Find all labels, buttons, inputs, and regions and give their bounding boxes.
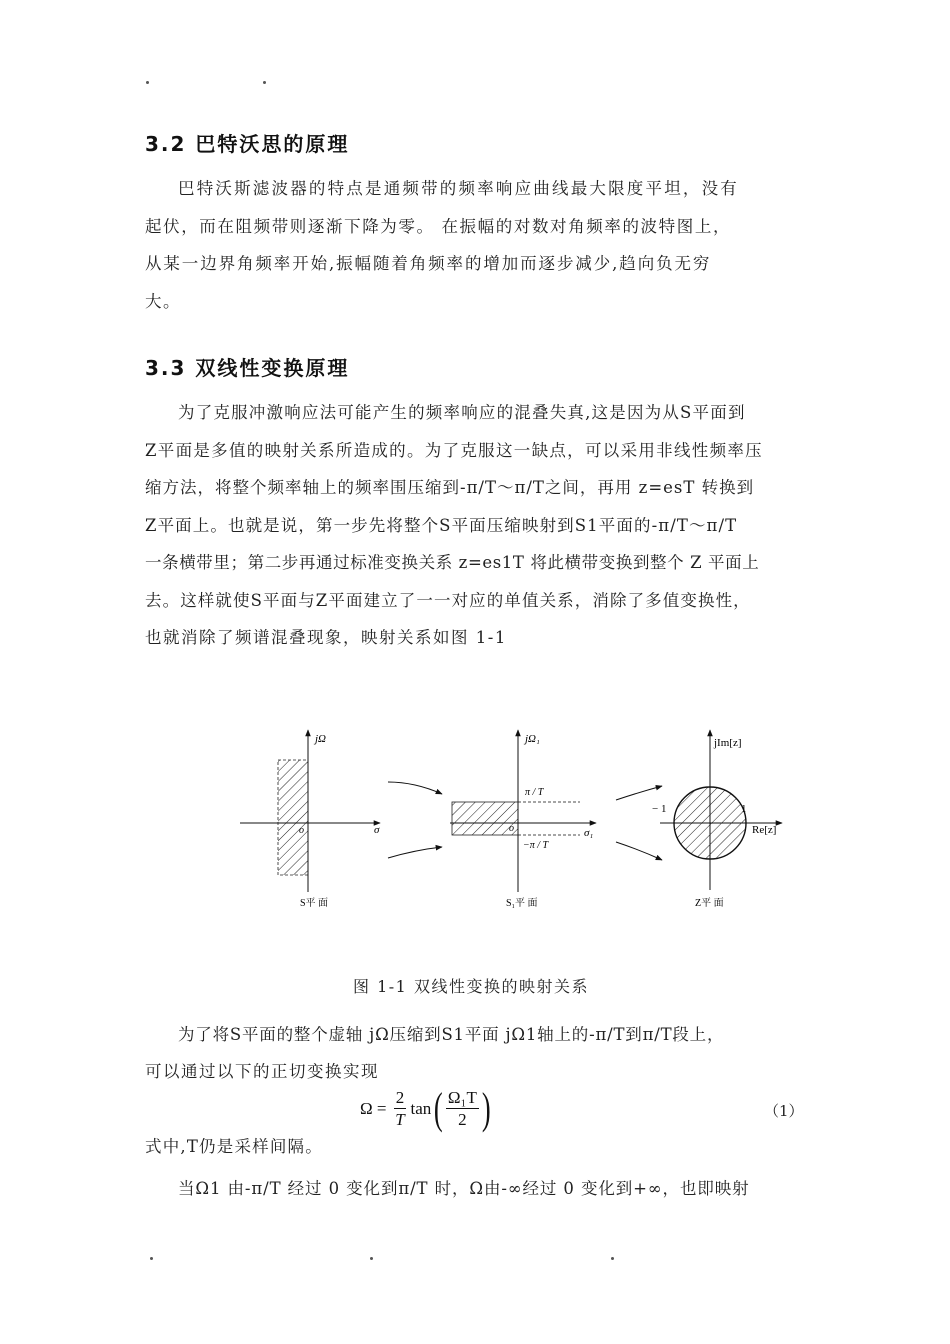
s1-plane-diagram	[450, 730, 596, 909]
text-line: 一条横带里；第二步再通过标准变换关系 z=es1T 将此横带变换到整个 Z 平面上	[145, 553, 760, 572]
header-dot-left	[146, 81, 149, 84]
arrow-s1-to-z-lower	[616, 842, 662, 860]
section-3-3-body	[145, 394, 810, 657]
text-line: 去。这样就使S平面与Z平面建立了一一对应的单值关系，消除了多值变换性，	[145, 590, 751, 610]
figure-caption: 图 1-1 双线性变换的映射关系	[353, 977, 589, 996]
s1-plane-name: S₁平 面	[506, 898, 538, 909]
s-plane-name: S平 面	[300, 898, 329, 909]
footer-dot-left	[150, 1257, 153, 1260]
equation-number: （1）	[764, 1102, 804, 1120]
section-3-2-body	[145, 170, 810, 320]
footer-dot-middle	[370, 1257, 373, 1260]
s1-plane-origin: o	[509, 823, 514, 834]
arrow-s-to-s1-upper	[388, 782, 442, 794]
text-line: 起伏，而在阻频带则逐渐下降为零。 在振幅的对数对角频率的波特图上，	[145, 216, 732, 236]
equation-lhs: Ω =	[360, 1099, 387, 1118]
text-line: 可以通过以下的正切变换实现	[145, 1062, 379, 1081]
section-heading-3-2: 3.2 巴特沃思的原理	[145, 132, 350, 156]
arrow-s-to-s1-lower	[388, 847, 442, 858]
equation-fraction-numerator: 2	[395, 1087, 405, 1107]
arrow-s1-to-z-upper	[616, 786, 662, 800]
footer-dot-right	[611, 1257, 614, 1260]
text-line: 也就消除了频谱混叠现象，映射关系如图 1-1	[145, 628, 507, 647]
equation-argument-denominator: 2	[458, 1109, 467, 1129]
text-line: 巴特沃斯滤波器的特点是通频带的频率响应曲线最大限度平坦，没有	[178, 179, 739, 198]
text-line: Z平面是多值的映射关系所造成的。为了克服这一缺点，可以采用非线性频率压	[145, 440, 763, 460]
equation-1	[360, 1084, 494, 1137]
s-plane-hatched-left-half	[278, 760, 308, 875]
s1-plane-bottom-label: −π / T	[523, 840, 549, 851]
z-plane-diagram	[652, 730, 782, 909]
equation-left-paren: (	[434, 1084, 443, 1133]
s1-plane-top-label: π / T	[525, 787, 544, 798]
equation-argument-numerator: Ω₁T	[447, 1087, 477, 1107]
equation-argument-fraction	[446, 1088, 479, 1131]
s-plane-y-label: jΩ	[315, 733, 327, 745]
z-plane-left-label: − 1	[652, 803, 667, 815]
z-plane-y-label: jIm[z]	[714, 737, 742, 749]
text-line: 从某一边界角频率开始,振幅随着角频率的增加而逐步减少,趋向负无穷	[145, 254, 712, 273]
z-plane-x-label: Re[z]	[752, 824, 777, 836]
text-line: 为了将S平面的整个虚轴 jΩ压缩到S1平面 jΩ1轴上的-π/T到π/T段上，	[178, 1025, 725, 1044]
s1-plane-x-label: σ₁	[584, 827, 594, 839]
equation-right-paren: )	[481, 1084, 491, 1133]
text-line: Z平面上。也就是说，第一步先将整个S平面压缩映射到S1平面的-π/T～π/T	[145, 515, 738, 535]
s-plane-diagram	[240, 730, 380, 909]
z-plane-name: Z平 面	[695, 898, 724, 909]
z-plane-right-label: 1	[741, 803, 747, 815]
s-plane-x-label: σ	[374, 824, 380, 836]
last-text-line: 当Ω1 由-π/T 经过 0 变化到π/T 时，Ω由-∞经过 0 变化到+∞，也即映射	[178, 1179, 750, 1198]
text-line: 缩方法，将整个频率轴上的频率围压缩到-π/T～π/T之间，再用 z=esT 转换到	[145, 478, 755, 497]
s1-plane-y-label: jΩ₁	[525, 733, 540, 745]
equation-note: 式中,T仍是采样间隔。	[145, 1137, 323, 1156]
bilinear-mapping-figure	[230, 720, 790, 920]
equation-fraction	[394, 1088, 407, 1131]
header-dot-right	[263, 81, 266, 84]
after-figure-body	[145, 1016, 810, 1090]
text-line: 大。	[145, 291, 181, 311]
s-plane-origin: o	[299, 825, 304, 836]
section-heading-3-3: 3.3 双线性变换原理	[145, 356, 350, 380]
text-line: 为了克服冲激响应法可能产生的频率响应的混叠失真,这是因为从S平面到	[178, 403, 746, 422]
equation-tan: tan	[410, 1099, 432, 1118]
equation-fraction-denominator: T	[395, 1109, 405, 1129]
